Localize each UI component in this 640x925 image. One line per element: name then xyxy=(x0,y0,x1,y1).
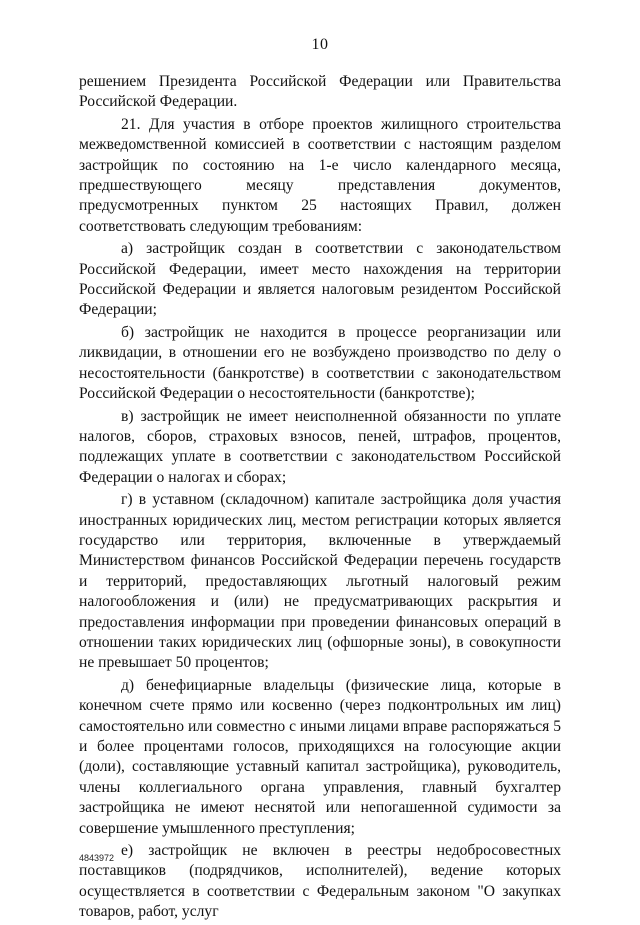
paragraph-d: д) бенефициарные владельцы (физические лица, которые в конечном счете прямо или косвенно (через подконтрольных им лиц) самостоятельно или совместно с иными лицами вправе распоряжаться 5 и более процентами голосов, приходящихся на голосующие акции (доли), составляющие уставный капитал застройщика), руководитель, члены коллегиального органа управления, главный бухгалтер застройщика не имеют неснятой или непогашенной судимости за совершение умышленного преступления; xyxy=(79,676,561,837)
paragraph-continuation: решением Президента Российской Федерации или Правительства Российской Федерации. xyxy=(79,73,561,111)
paragraph-a: а) застройщик создан в соответствии с законодательством Российской Федерации, имеет место нахождения на территории Российской Федерации и является налоговым резидентом Российской Федерации; xyxy=(79,240,561,319)
paragraph-21: 21. Для участия в отборе проектов жилищного строительства межведомственной комиссией в соответствии с настоящим разделом застройщик по состоянию на 1-е число календарного месяца, предшествующего месяцу представления документов, предусмотренных пунктом 25 настоящих Правил, должен соответствовать следующим требованиям: xyxy=(79,115,561,235)
paragraph-g: г) в уставном (складочном) капитале застройщика доля участия иностранных юридических лиц, местом регистрации которых является государство или территория, включенные в утверждаемый Министерством финансов Российской Федерации перечень государств и территорий, предоставляющих льготный налоговый режим налогообложения и (или) не предусматривающих раскрытия и предоставления информации при проведении финансовых операций в отношении таких юридических лиц (офшорные зоны), в совокупности не превышает 50 процентов; xyxy=(79,491,561,672)
document-body xyxy=(79,72,561,925)
paragraph-v: в) застройщик не имеет неисполненной обязанности по уплате налогов, сборов, страховых взносов, пеней, штрафов, процентов, подлежащих уплате в соответствии с законодательством Российской Федерации о налогах и сборах; xyxy=(79,407,561,486)
page-number: 10 xyxy=(311,36,329,53)
paragraph-e: е) застройщик не включен в реестры недобросовестных поставщиков (подрядчиков, исполнителей), ведение которых осуществляется в соответствии с Федеральным законом "О закупках товаров, работ, услуг xyxy=(79,842,561,921)
paragraph-b: б) застройщик не находится в процессе реорганизации или ликвидации, в отношении его не возбуждено производство по делу о несостоятельности (банкротстве) в соответствии с законодательством Российской Федерации о несостоятельности (банкротстве); xyxy=(79,323,561,403)
document-code: 4843972 xyxy=(79,853,115,863)
